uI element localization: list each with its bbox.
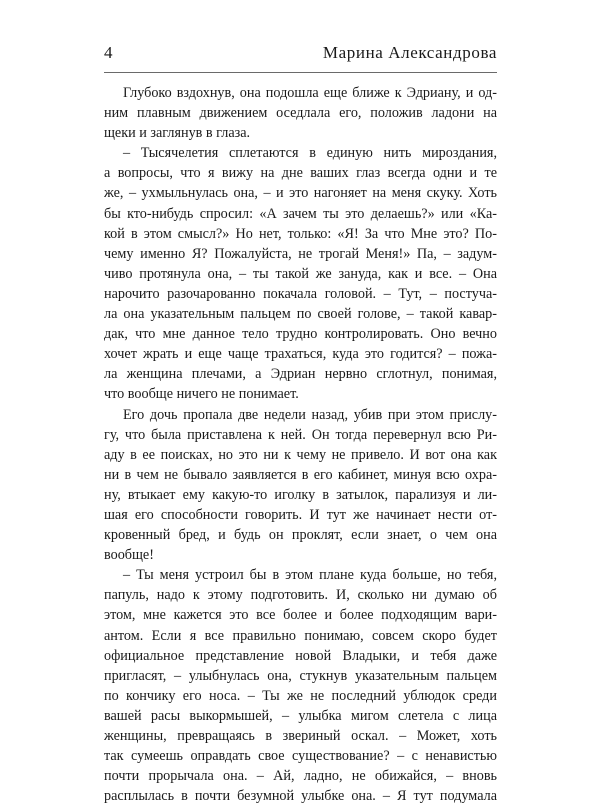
- text-line: пригласят, – улыбнулась она, стукнув указательным пальцем: [104, 667, 497, 684]
- text-line: же, – ухмыльнулась она, – и это нагоняет на меня скуку. Хоть: [104, 185, 497, 202]
- text-line: а вопросы, что я вижу на дне ваших глаз всегда одни и те: [104, 165, 497, 182]
- text-line: кой в этом смысл?» Но нет, только: «Я! За что Мне это? По-: [104, 225, 497, 242]
- text-line: так сумеешь оправдать свое существование? – с ненавистью: [104, 748, 497, 765]
- header-rule: [104, 72, 497, 73]
- text-line: ла она указательным пальцем по своей голове, – такой кавар-: [104, 306, 497, 323]
- text-line: ним плавным движением оседлала его, положив ладони на: [104, 105, 497, 122]
- page-number: 4: [104, 43, 114, 62]
- text-line: чему именно Я? Пожалуйста, не трогай Меня!» Па, – задум-: [104, 245, 497, 262]
- text-line: ла женщина плечами, а Эдриан нервно сглотнул, понимая,: [104, 366, 497, 383]
- text-line: хочет жрать и еще чаще трахаться, куда это годится? – пожа-: [104, 346, 497, 363]
- text-line: вашей расы выкормышей, – улыбка мигом слетела с лица: [104, 707, 497, 724]
- text-line: – Ты меня устроил бы в этом плане куда больше, но тебя,: [123, 567, 497, 584]
- text-line: аду в ее поисках, но это ни к чему не привело. И вот она как: [104, 446, 497, 463]
- text-line: что вообще ничего не понимает.: [104, 386, 299, 403]
- text-line: щеки и заглянув в глаза.: [104, 125, 251, 142]
- text-line: нарочито разочарованно покачала головой. – Тут, – постуча-: [104, 285, 497, 302]
- text-line: дак, что мне данное тело трудно контролировать. Оно вечно: [104, 326, 497, 343]
- running-header: [104, 43, 497, 65]
- text-line: вообще!: [104, 547, 154, 564]
- text-line: кровенный бред, и будь он проклят, если знает, о чем она: [104, 527, 497, 544]
- text-line: расплылась в почти безумной улыбке она. – Я тут подумала: [104, 788, 497, 805]
- text-line: официальное представление новой Владыки, и тебя даже: [104, 647, 497, 664]
- text-line: этом, мне кажется это все более и более подходящим вари-: [104, 607, 497, 624]
- text-line: Глубоко вздохнув, она подошла еще ближе к Эдриану, и од-: [123, 85, 497, 101]
- text-line: чиво протянула она, – ты такой же зануда, как и все. – Она: [104, 265, 497, 282]
- text-line: гу, что была приставлена к ней. Он тогда перевернул всю Ри-: [104, 426, 497, 443]
- text-line: по кончику его носа. – Ты же не последний ублюдок среди: [104, 687, 497, 704]
- text-line: почти прорычала она. – Ай, ладно, не обижайся, – вновь: [104, 768, 497, 785]
- text-line: антом. Если я все правильно понимаю, совсем скоро будет: [104, 627, 497, 644]
- text-line: бы кто-нибудь спросил: «А зачем ты это делаешь?» или «Ка-: [104, 205, 497, 222]
- text-line: женщины, превращаясь в звериный оскал. – Может, хоть: [104, 728, 497, 744]
- text-line: папуль, надо к этому подготовить. И, сколько ни думаю об: [104, 587, 497, 604]
- text-line: – Тысячелетия сплетаются в единую нить мироздания,: [123, 145, 497, 162]
- author-name: Марина Александрова: [322, 43, 497, 62]
- text-line: ну, втыкает ему какую-то иголку в затылок, парализуя и ли-: [104, 486, 497, 503]
- text-line: шая его способности говорить. И тут же начинает нести от-: [104, 506, 497, 523]
- body-text: [104, 83, 497, 806]
- text-line: ни в чем не бывало заявляется в его кабинет, минуя всю охра-: [104, 466, 497, 483]
- text-line: Его дочь пропала две недели назад, убив при этом прислу-: [123, 406, 497, 423]
